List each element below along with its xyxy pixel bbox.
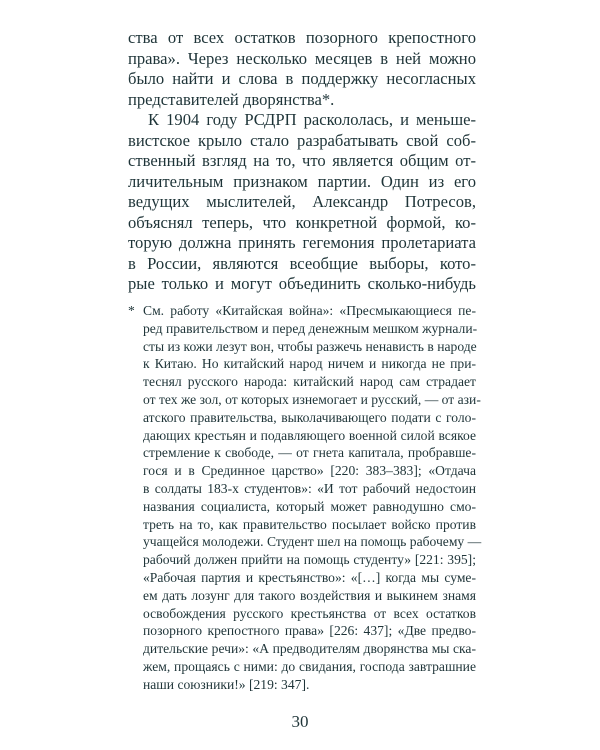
footnote-line: рабочий должен прийти на помощь студенту» [221: 395]; [143, 552, 476, 568]
footnote-line: атского правительства, выколачивающего подати с голо- [143, 409, 476, 425]
text-line: в России, являются всеобщие выборы, кото- [128, 253, 476, 273]
footnote-line: гося и в Срединное царство» [220: 383–383]; «Отдача [143, 463, 476, 479]
footnote-marker: * [128, 303, 135, 318]
footnote-line: треть на то, как правительство посылает войско против [143, 516, 476, 532]
text-line: рые только и могут объединить сколько-нибудь [128, 274, 476, 293]
footnote [143, 302, 482, 694]
text-line: было найти и слова в поддержку несогласных [128, 69, 476, 88]
text-line: объяснял теперь, что конкретной формой, ко- [128, 212, 476, 232]
text-line: торую должна принять гегемония пролетариата [128, 233, 476, 252]
text-line: вистское крыло стало разрабатывать свой соб- [128, 130, 476, 150]
text-line: ственный взгляд на то, что является общим от- [128, 151, 476, 170]
footnote-line: ред правительством и перед денежным мешком журнали- [143, 320, 478, 336]
text-line: ства от всех остатков позорного крепостного [128, 28, 476, 47]
text-line: представителей дворянства*. [128, 89, 335, 109]
footnote-line: стремление к свободе, — от гнета капитала, пробравше- [143, 445, 476, 461]
footnote-line: освобождения русского крестьянства от всех остатков [143, 605, 476, 621]
footnote-line: жем, прощаясь с ними: до свидания, господа завтрашние [143, 658, 476, 674]
text-line: К 1904 году РСДРП раскололась, и меньше- [148, 110, 476, 129]
text-line: личительным признаком партии. Один из его [128, 171, 476, 191]
footnote-line: См. работу «Китайская война»: «Пресмыкающиеся пе- [143, 303, 476, 318]
footnote-line: учащейся молодежи. Студент шел на помощь рабочему — [143, 534, 482, 550]
footnote-line: к Китаю. Но китайский народ ничем и никогда не при- [143, 356, 476, 372]
text-line: ведущих мыслителей, Александр Потресов, [128, 192, 476, 211]
footnote-line: сты из кожи лезут вон, чтобы разжечь ненависть в народе [143, 338, 477, 354]
footnote-line: теснял русского народа: китайский народ сам страдает [143, 374, 476, 390]
footnote-line: наши союзники!» [219: 347]. [143, 676, 310, 692]
footnote-line: дающих крестьян и подавляющего военной силой всякое [143, 427, 476, 443]
footnote-line: в солдаты 183-х студентов»: «И тот рабочий недостоин [143, 480, 476, 496]
footnote-line: дительские речи»: «А предводителям дворянства мы ска- [143, 641, 476, 657]
footnote-line: «Рабочая партия и крестьянство»: «[…] когда мы суме- [143, 569, 476, 585]
text-line: права». Через несколько месяцев в ней можно [128, 48, 476, 68]
footnote-line: позорного крепостного права» [226: 437]; «Две предво- [143, 623, 476, 639]
page-number: 30 [291, 712, 309, 731]
footnote-line: названия социалиста, который может равнодушно смо- [143, 498, 476, 514]
footnote-line: от тех же зол, от которых изнемогает и русский, — от ази- [143, 391, 481, 407]
footnote-line: ем дать лозунг для такого воздействия и выкинем знамя [143, 587, 476, 603]
main-text [128, 28, 476, 295]
